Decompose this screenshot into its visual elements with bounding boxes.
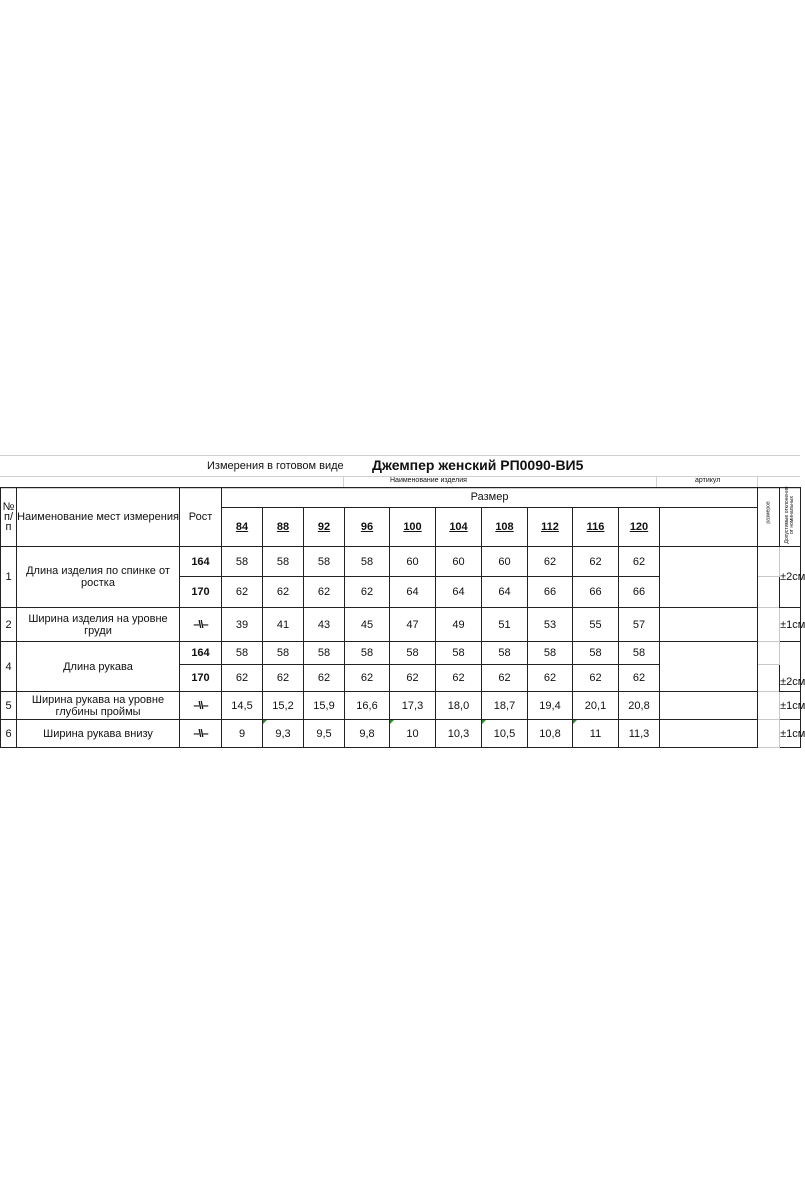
- caption-row: [0, 455, 800, 477]
- value-cell: 64: [436, 577, 482, 608]
- value-cell: 55: [573, 608, 619, 642]
- value-cell: 62: [304, 665, 345, 692]
- row-tolerance: ±1см: [780, 608, 801, 642]
- blank-cell: [660, 642, 758, 692]
- value-cell: 64: [390, 577, 436, 608]
- value-cell: 10: [390, 720, 436, 748]
- value-cell: 62: [263, 577, 304, 608]
- blank-cell: [758, 692, 780, 720]
- row-number: 6: [1, 720, 17, 748]
- size-header: 84: [222, 507, 263, 546]
- value-cell: 62: [482, 665, 528, 692]
- value-cell: 19,4: [528, 692, 573, 720]
- article-label: артикул: [695, 477, 721, 484]
- value-cell: 10,8: [528, 720, 573, 748]
- value-cell: 20,8: [619, 692, 660, 720]
- value-cell: 58: [345, 547, 390, 577]
- value-cell: 62: [304, 577, 345, 608]
- value-cell: 62: [573, 665, 619, 692]
- size-header: 100: [390, 507, 436, 546]
- row-number: 4: [1, 642, 17, 692]
- value-cell: 11,3: [619, 720, 660, 748]
- value-cell: 58: [222, 547, 263, 577]
- size-header: 104: [436, 507, 482, 546]
- value-cell: 62: [436, 665, 482, 692]
- tol-column-header-a: [758, 488, 780, 547]
- value-cell: 58: [304, 547, 345, 577]
- table-row: [1, 547, 801, 577]
- tol-header-text-a: размеров: [765, 501, 772, 524]
- size-header: 108: [482, 507, 528, 546]
- value-cell: 58: [304, 642, 345, 665]
- row-number: 5: [1, 692, 17, 720]
- table-row: [1, 720, 801, 748]
- product-title: Джемпер женский РП0090-ВИ5: [372, 457, 584, 473]
- value-cell: 41: [263, 608, 304, 642]
- row-tolerance: ±1см: [780, 692, 801, 720]
- value-cell: 62: [222, 577, 263, 608]
- value-cell: 60: [390, 547, 436, 577]
- size-header: 120: [619, 507, 660, 546]
- value-cell: 58: [482, 642, 528, 665]
- num-column-header: № п/ п: [1, 488, 17, 547]
- value-cell: 62: [345, 577, 390, 608]
- size-header: 112: [528, 507, 573, 546]
- value-cell: 14,5: [222, 692, 263, 720]
- blank-cell: [758, 608, 780, 642]
- value-cell: 58: [390, 642, 436, 665]
- size-header: 96: [345, 507, 390, 546]
- row-name: Ширина изделия на уровне груди: [17, 608, 180, 642]
- table-row: [1, 692, 801, 720]
- row-number: 2: [1, 608, 17, 642]
- value-cell: 20,1: [573, 692, 619, 720]
- size-chart-sheet: [0, 455, 805, 740]
- blank-cell: [758, 547, 780, 577]
- row-name: Ширина рукава на уровне глубины проймы: [17, 692, 180, 720]
- tol-column-header-b: [780, 488, 801, 547]
- value-cell: 15,2: [263, 692, 304, 720]
- value-cell: 62: [222, 665, 263, 692]
- size-header: 116: [573, 507, 619, 546]
- row-rost-ditto: –\\–: [180, 720, 222, 748]
- product-name-label: Наименование изделия: [390, 477, 467, 484]
- blank-cell: [758, 642, 780, 665]
- size-header: 92: [304, 507, 345, 546]
- measurements-table: [0, 486, 805, 748]
- value-cell: 9,3: [263, 720, 304, 748]
- blank-cell: [660, 692, 758, 720]
- row-name: Длина рукава: [17, 642, 180, 692]
- value-cell: 53: [528, 608, 573, 642]
- value-cell: 11: [573, 720, 619, 748]
- value-cell: 10,5: [482, 720, 528, 748]
- value-cell: 15,9: [304, 692, 345, 720]
- value-cell: 9: [222, 720, 263, 748]
- value-cell: 58: [263, 642, 304, 665]
- size-header: 88: [263, 507, 304, 546]
- value-cell: 49: [436, 608, 482, 642]
- value-cell: 58: [573, 642, 619, 665]
- value-cell: 39: [222, 608, 263, 642]
- value-cell: 58: [619, 642, 660, 665]
- value-cell: 66: [619, 577, 660, 608]
- value-cell: 9,5: [304, 720, 345, 748]
- size-column-header: Размер: [222, 488, 758, 508]
- blank-cell: [660, 720, 758, 748]
- value-cell: 58: [222, 642, 263, 665]
- row-tolerance: ±2см: [780, 642, 801, 692]
- blank-cell: [758, 577, 780, 608]
- value-cell: 62: [390, 665, 436, 692]
- value-cell: 62: [573, 547, 619, 577]
- value-cell: 66: [573, 577, 619, 608]
- measures-label: Измерения в готовом виде: [207, 460, 344, 472]
- value-cell: 58: [436, 642, 482, 665]
- tol-header-text-b: Допустимые отклонения от номинальных: [784, 486, 796, 544]
- value-cell: 51: [482, 608, 528, 642]
- row-rost-ditto: –\\–: [180, 608, 222, 642]
- value-cell: 18,7: [482, 692, 528, 720]
- value-cell: 66: [528, 577, 573, 608]
- value-cell: 47: [390, 608, 436, 642]
- name-column-header: Наименование мест измерения: [17, 488, 180, 547]
- value-cell: 16,6: [345, 692, 390, 720]
- table-row: [1, 642, 801, 665]
- row-name: Длина изделия по спинке от ростка: [17, 547, 180, 608]
- value-cell: 10,3: [436, 720, 482, 748]
- blank-cell: [758, 720, 780, 748]
- value-cell: 58: [528, 642, 573, 665]
- value-cell: 62: [619, 547, 660, 577]
- value-cell: 62: [528, 547, 573, 577]
- value-cell: 43: [304, 608, 345, 642]
- table-row: [1, 608, 801, 642]
- value-cell: 60: [436, 547, 482, 577]
- value-cell: 62: [619, 665, 660, 692]
- row-rost: 164: [180, 642, 222, 665]
- row-name: Ширина рукава внизу: [17, 720, 180, 748]
- blank-cell: [758, 665, 780, 692]
- row-rost: 170: [180, 665, 222, 692]
- row-rost: 170: [180, 577, 222, 608]
- value-cell: 57: [619, 608, 660, 642]
- row-tolerance: ±2см: [780, 547, 801, 608]
- row-number: 1: [1, 547, 17, 608]
- value-cell: 60: [482, 547, 528, 577]
- value-cell: 17,3: [390, 692, 436, 720]
- row-tolerance: ±1см: [780, 720, 801, 748]
- row-rost-ditto: –\\–: [180, 692, 222, 720]
- value-cell: 62: [263, 665, 304, 692]
- blank-cell: [660, 507, 758, 546]
- value-cell: 58: [345, 642, 390, 665]
- blank-cell: [660, 547, 758, 608]
- value-cell: 18,0: [436, 692, 482, 720]
- value-cell: 9,8: [345, 720, 390, 748]
- row-rost: 164: [180, 547, 222, 577]
- value-cell: 62: [345, 665, 390, 692]
- value-cell: 58: [263, 547, 304, 577]
- value-cell: 45: [345, 608, 390, 642]
- value-cell: 62: [528, 665, 573, 692]
- value-cell: 64: [482, 577, 528, 608]
- blank-cell: [660, 608, 758, 642]
- rost-column-header: Рост: [180, 488, 222, 547]
